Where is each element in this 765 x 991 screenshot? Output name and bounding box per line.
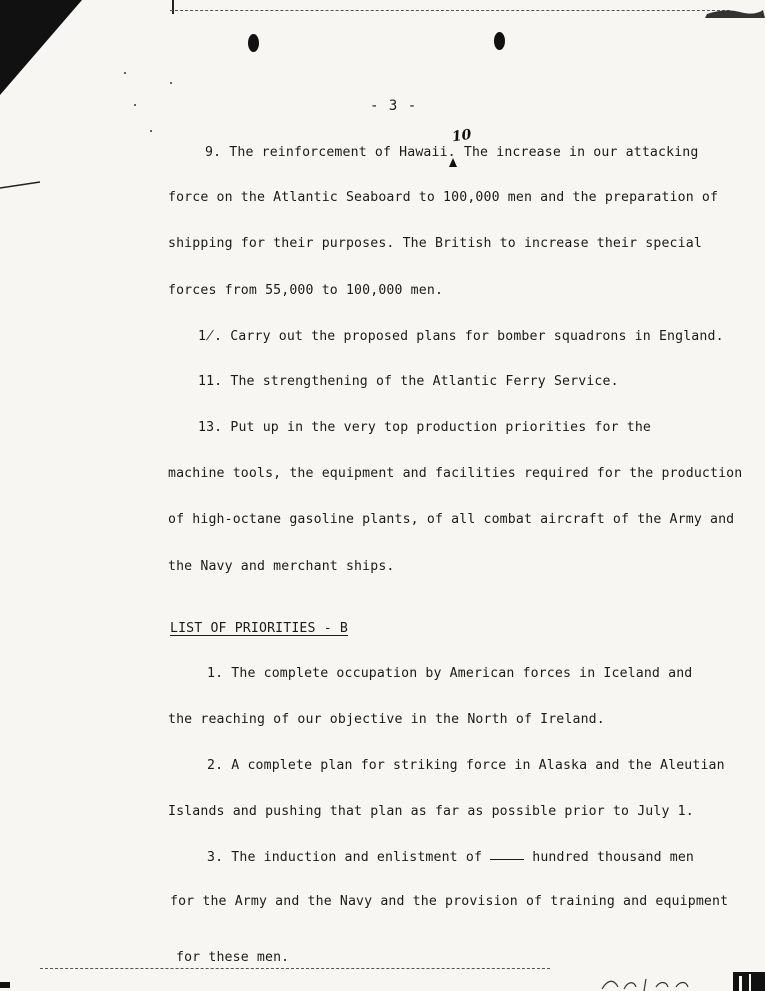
text-line: the reaching of our objective in the North of Ireland. (168, 712, 605, 727)
archival-stamp-fragment (600, 975, 690, 991)
scan-shadow-corner (0, 0, 90, 110)
punch-hole-left (248, 34, 259, 52)
text-line (207, 850, 694, 865)
scan-mark-bottom-left (0, 982, 10, 988)
top-edge-rule (170, 10, 730, 13)
text-line: 9. The reinforcement of Hawaii. The increase in our attacking (205, 145, 699, 160)
text-line: forces from 55,000 to 100,000 men. (168, 283, 444, 298)
scan-speck (124, 72, 126, 74)
handwritten-annotation: 10 (450, 126, 473, 146)
text-line: for these men. (176, 950, 290, 965)
page-number: - 3 - (370, 98, 418, 114)
scan-speck (150, 130, 152, 132)
punch-hole-right (494, 32, 505, 50)
bottom-edge-rule (40, 968, 550, 971)
text-line: 1̸. Carry out the proposed plans for bomber squadrons in England. (198, 329, 724, 344)
text-line: force on the Atlantic Seaboard to 100,000 men and the preparation of (168, 190, 719, 205)
scan-speck (170, 82, 172, 84)
text-segment: 3. The induction and enlistment of (207, 850, 483, 865)
section-heading: LIST OF PRIORITIES - B (170, 621, 348, 636)
text-line: of high-octane gasoline plants, of all combat aircraft of the Army and (168, 512, 735, 527)
text-segment: hundred thousand men (532, 850, 695, 865)
margin-stroke (0, 180, 42, 190)
text-line: machine tools, the equipment and facilities required for the production (168, 466, 743, 481)
scan-edge-bottom-right (729, 968, 765, 991)
text-line: 1. The complete occupation by American forces in Iceland and (207, 666, 693, 681)
text-line: 11. The strengthening of the Atlantic Ferry Service. (198, 374, 619, 389)
text-line: Islands and pushing that plan as far as possible prior to July 1. (168, 804, 694, 819)
text-line: the Navy and merchant ships. (168, 559, 395, 574)
text-line: for the Army and the Navy and the provision of training and equipment (170, 894, 729, 909)
text-line: shipping for their purposes. The British to increase their special (168, 236, 702, 251)
scan-speck (134, 104, 136, 106)
scan-smudge-top-right (705, 0, 765, 18)
text-line: 13. Put up in the very top production priorities for the (198, 420, 652, 435)
text-line: 2. A complete plan for striking force in Alaska and the Aleutian (207, 758, 725, 773)
fill-in-blank (490, 858, 524, 860)
